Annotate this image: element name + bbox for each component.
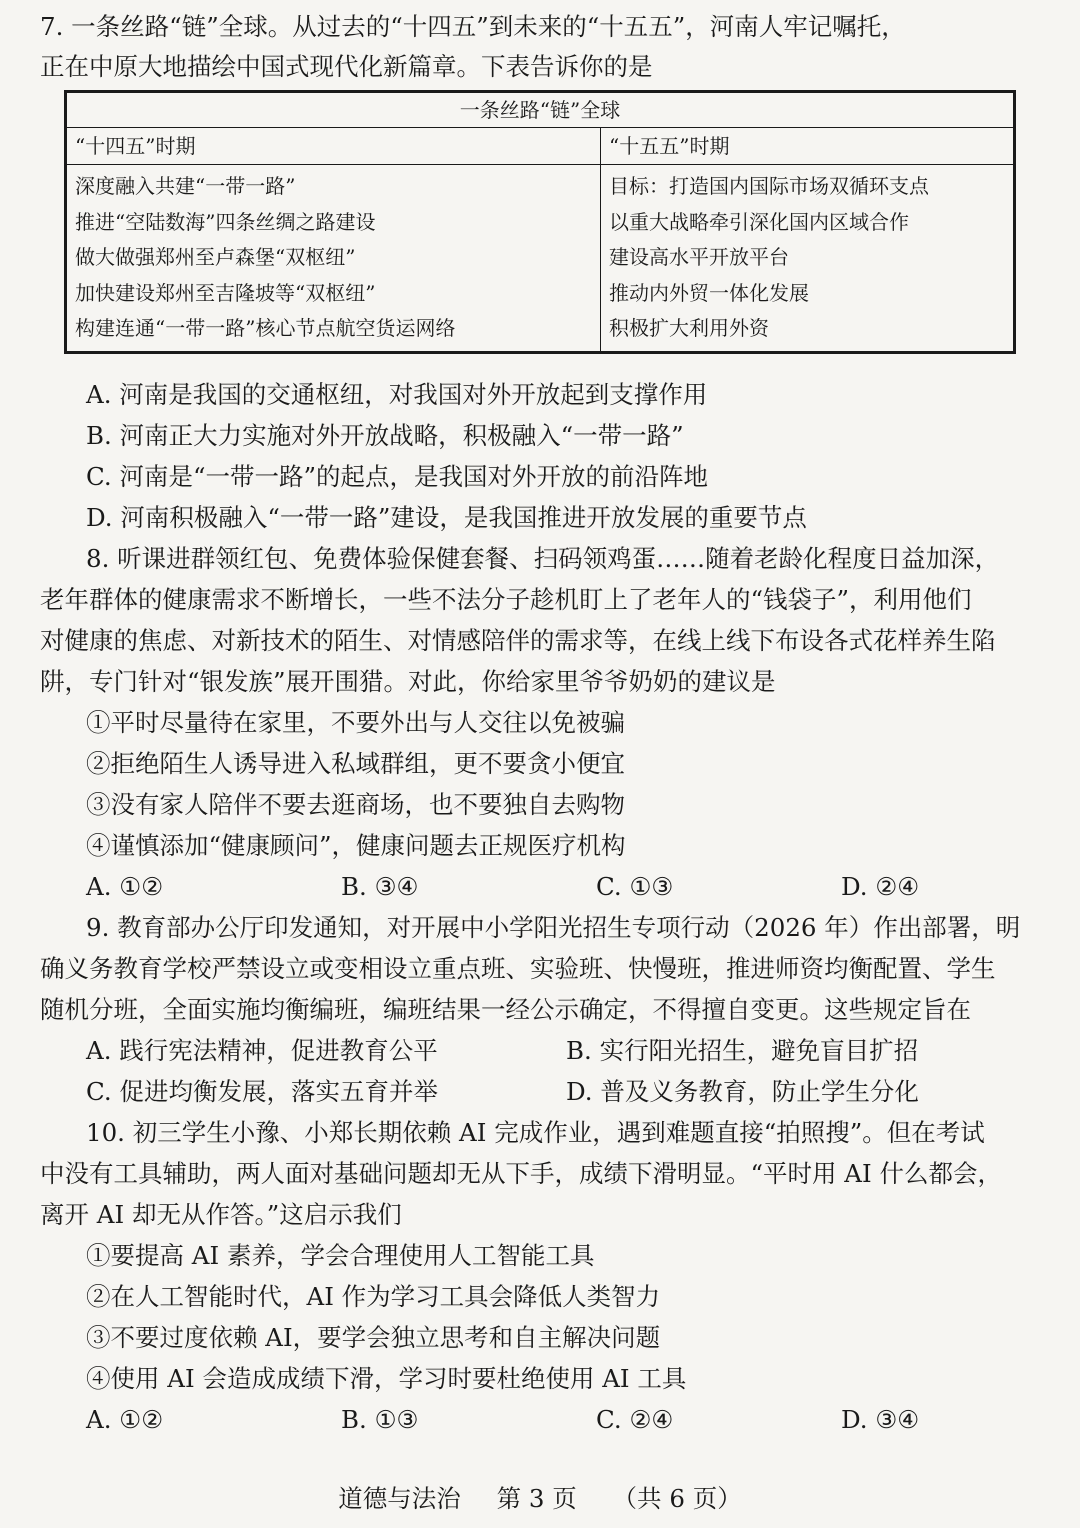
table-item: 建设高水平开放平台 — [609, 245, 789, 270]
q9-option-d: D. 普及义务教育，防止学生分化 — [566, 1077, 919, 1106]
table-caption: 一条丝路“链”全球 — [66, 92, 1015, 128]
q7-stem-line-1: 7. 一条丝路“链”全球。从过去的“十四五”到未来的“十五五”，河南人牢记嘱托， — [40, 12, 906, 41]
q8-item: ④谨慎添加“健康顾问”，健康问题去正规医疗机构 — [86, 831, 626, 860]
table-item: 构建连通“一带一路”核心节点航空货运网络 — [75, 316, 456, 341]
q7-option-b: B. 河南正大力实施对外开放战略，积极融入“一带一路” — [86, 421, 684, 450]
page-footer — [0, 1480, 1080, 1515]
table-item: 积极扩大利用外资 — [609, 316, 769, 341]
q8-option-c: C. ①③ — [596, 872, 674, 901]
q9-stem-line: 确义务教育学校严禁设立或变相设立重点班、实验班、快慢班，推进师资均衡配置、学生 — [40, 954, 996, 983]
q8-stem-line: 8. 听课进群领红包、免费体验保健套餐、扫码领鸡蛋……随着老龄化程度日益加深， — [86, 544, 1000, 573]
table-header-col2: “十五五”时期 — [601, 128, 1015, 165]
q9-options-row-2 — [86, 1075, 1046, 1109]
q10-option-b: B. ①③ — [341, 1405, 419, 1434]
q8-item: ①平时尽量待在家里，不要外出与人交往以免被骗 — [86, 708, 625, 737]
q10-option-c: C. ②④ — [596, 1405, 674, 1434]
q10-option-d: D. ③④ — [841, 1405, 920, 1434]
q9-option-c: C. 促进均衡发展，落实五育并举 — [86, 1077, 438, 1106]
table-item: 做大做强郑州至卢森堡“双枢纽” — [75, 245, 356, 270]
q7-option-d: D. 河南积极融入“一带一路”建设，是我国推进开放发展的重要节点 — [86, 503, 807, 532]
q8-stem-line: 老年群体的健康需求不断增长，一些不法分子趁机盯上了老年人的“钱袋子”，利用他们 — [40, 585, 972, 614]
q9-options-row-1 — [86, 1034, 1046, 1068]
q8-item: ③没有家人陪伴不要去逛商场，也不要独自去购物 — [86, 790, 625, 819]
q8-item: ②拒绝陌生人诱导进入私域群组，更不要贪小便宜 — [86, 749, 625, 778]
q8-option-b: B. ③④ — [341, 872, 419, 901]
q10-item: ①要提高 AI 素养，学会合理使用人工智能工具 — [86, 1241, 595, 1270]
q9-option-b: B. 实行阳光招生，避免盲目扩招 — [566, 1036, 919, 1065]
q8-stem-line: 阱，专门针对“银发族”展开围猎。对此，你给家里爷爷奶奶的建议是 — [40, 667, 776, 696]
q7-table — [64, 90, 1016, 354]
q7-stem-line-2: 正在中原大地描绘中国式现代化新篇章。下表告诉你的是 — [40, 52, 653, 81]
footer-subject: 道德与法治 — [338, 1484, 461, 1513]
table-header-col1: “十四五”时期 — [66, 128, 601, 165]
table-col2-cell — [601, 165, 1015, 353]
table-item: 推动内外贸一体化发展 — [609, 280, 809, 305]
q8-options — [86, 870, 1046, 904]
footer-total-pages: （共 6 页） — [612, 1484, 742, 1513]
table-item: 推进“空陆数海”四条丝绸之路建设 — [75, 209, 376, 234]
q10-item: ④使用 AI 会造成成绩下滑，学习时要杜绝使用 AI 工具 — [86, 1364, 687, 1393]
q8-option-d: D. ②④ — [841, 872, 920, 901]
table-item: 深度融入共建“一带一路” — [75, 174, 296, 198]
table-item: 目标：打造国内国际市场双循环支点 — [609, 174, 929, 198]
q10-item: ②在人工智能时代，AI 作为学习工具会降低人类智力 — [86, 1282, 661, 1311]
q8-option-a: A. ①② — [86, 872, 164, 901]
q9-stem-line: 9. 教育部办公厅印发通知，对开展中小学阳光招生专项行动（2026 年）作出部署，明 — [86, 913, 1021, 942]
q7-option-a: A. 河南是我国的交通枢纽，对我国对外开放起到支撑作用 — [86, 380, 708, 409]
q7-option-c: C. 河南是“一带一路”的起点，是我国对外开放的前沿阵地 — [86, 462, 708, 491]
q10-option-a: A. ①② — [86, 1405, 164, 1434]
q9-stem-line: 随机分班，全面实施均衡编班，编班结果一经公示确定，不得擅自变更。这些规定旨在 — [40, 995, 971, 1024]
table-col1-cell — [66, 165, 601, 353]
q10-stem-line: 10. 初三学生小豫、小郑长期依赖 AI 完成作业，遇到难题直接“拍照搜”。但在考试 — [86, 1118, 985, 1147]
footer-page-number: 第 3 页 — [496, 1484, 577, 1513]
table-item: 以重大战略牵引深化国内区域合作 — [609, 209, 909, 234]
table-item: 加快建设郑州至吉隆坡等“双枢纽” — [75, 280, 376, 305]
q10-stem-line: 中没有工具辅助，两人面对基础问题却无从下手，成绩下滑明显。“平时用 AI 什么都会， — [40, 1159, 1002, 1188]
q8-stem-line: 对健康的焦虑、对新技术的陌生、对情感陪伴的需求等，在线上线下布设各式花样养生陷 — [40, 626, 996, 655]
q10-stem-line: 离开 AI 却无从作答。”这启示我们 — [40, 1200, 402, 1229]
q10-options — [86, 1403, 1046, 1437]
q9-option-a: A. 践行宪法精神，促进教育公平 — [86, 1036, 438, 1065]
q10-item: ③不要过度依赖 AI，要学会独立思考和自主解决问题 — [86, 1323, 661, 1352]
